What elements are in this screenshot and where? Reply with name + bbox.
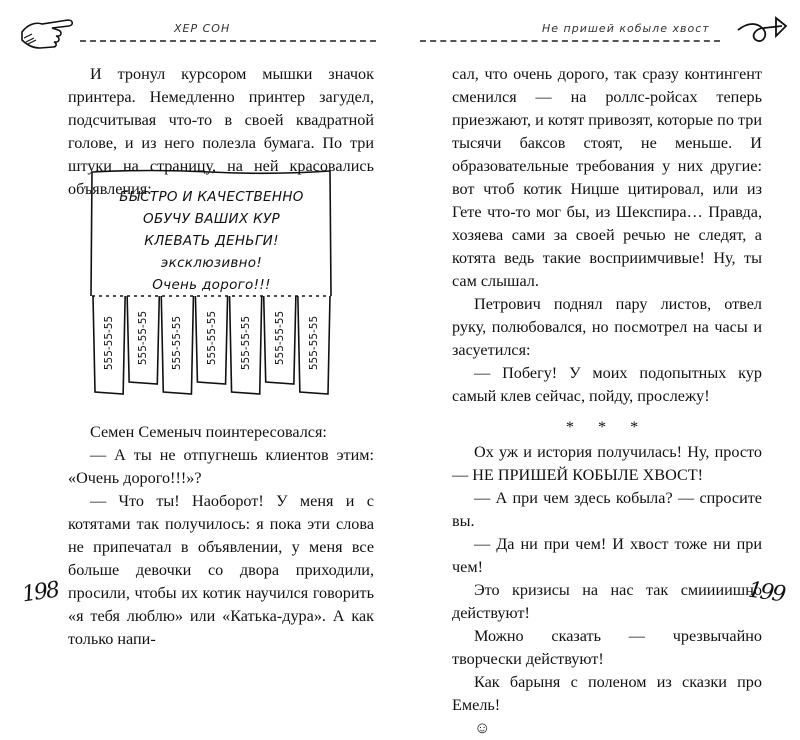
running-head: Не пришей кобыле хвост [542, 22, 710, 35]
smiley-icon: ☺ [474, 719, 491, 737]
body-text [452, 63, 762, 740]
paragraph: Ох уж и история получилась! Ну, просто — НЕ ПРИШЕЙ КОБЫЛЕ ХВОСТ! [452, 443, 762, 484]
poster-line: Очень дорого!!! [152, 277, 271, 293]
body-text-bottom [68, 421, 374, 651]
tab-phone-number: 555-55-55 [205, 310, 218, 366]
left-page [0, 0, 400, 648]
tab-phone-number: 555-55-55 [171, 315, 184, 371]
tab-phone-number: 555-55-55 [307, 315, 320, 371]
paragraph: — Побегу! У моих подопытных кур самый клев сейчас, пойду, прослежу! [452, 364, 762, 405]
poster-line: эксклюзивно! [160, 255, 263, 271]
header-rule [420, 40, 720, 42]
poster-line: ОБУЧУ ВАШИХ КУР [143, 211, 280, 227]
page-number: 198 [20, 577, 60, 608]
poster-text [90, 186, 333, 296]
running-head: ХЕР СОН [174, 22, 231, 35]
paragraph: — Да ни при чем! И хвост тоже ни при чем! [452, 535, 762, 576]
pointing-hand-icon [18, 14, 76, 56]
paragraph: — А при чем здесь кобыла? — спросите вы. [452, 489, 762, 530]
tab-phone-number: 555-55-55 [239, 315, 252, 371]
tab-phone-number: 555-55-55 [273, 310, 286, 366]
paragraph: Семен Семеныч поинтересовался: [90, 423, 327, 441]
tab-phone-number: 555-55-55 [103, 315, 116, 371]
paragraph: Петрович поднял пару листов, отвел руку, полюбовался, но посмотрел на часы и засуетился: [452, 295, 762, 359]
paragraph: Можно сказать — чрезвычайно творчески действуют! [452, 627, 762, 668]
paragraph: Это кризисы на нас так смиииишно действуют! [452, 581, 762, 622]
right-page [400, 0, 800, 737]
page-number: 199 [746, 577, 786, 608]
poster-line: КЛЕВАТЬ ДЕНЬГИ! [144, 233, 279, 249]
paragraph: И тронул курсором мышки значок принтера. Немедленно принтер загудел, подсчитывая что-то в своей квадратной голове, и из него полезла бумага. По три штуки на страницу, на ней красовались объявления: [68, 65, 374, 198]
tab-phone-number: 555-55-55 [137, 310, 150, 366]
header-rule [80, 40, 376, 42]
paragraph: Как барыня с поленом из сказки про Емель! [452, 673, 762, 714]
paragraph: сал, что очень дорого, так сразу контингент сменился — на роллс-ройсах теперь приезжают, и котят привозят, которые по три тысячи баксов стоят, не меньше. И образовательные требования у них другие: вот чтоб котик Ницше цитировал, или из Гете что-то мог бы, из Шекспира… Правда, хозяева сами за своей речью не следят, а котята ведь такие восприимчивые! Ну, ты сам слышал. [452, 65, 762, 290]
curly-arrow-icon [734, 10, 790, 54]
paragraph: — Что ты! Наоборот! У меня и с котятами так получилось: я пока эти слова не припечатал в объявлении, у меня все больше девочки со двора приходили, просили, чтобы их котик научился говорить «я тебя люблю» или «Катька-дура». А как только напи- [68, 492, 374, 648]
section-break: * * * [565, 418, 649, 436]
paragraph: — А ты не отпугнешь клиентов этим: «Очень дорого!!!»? [68, 446, 374, 487]
poster-line: БЫСТРО И КАЧЕСТВЕННО [119, 189, 304, 205]
